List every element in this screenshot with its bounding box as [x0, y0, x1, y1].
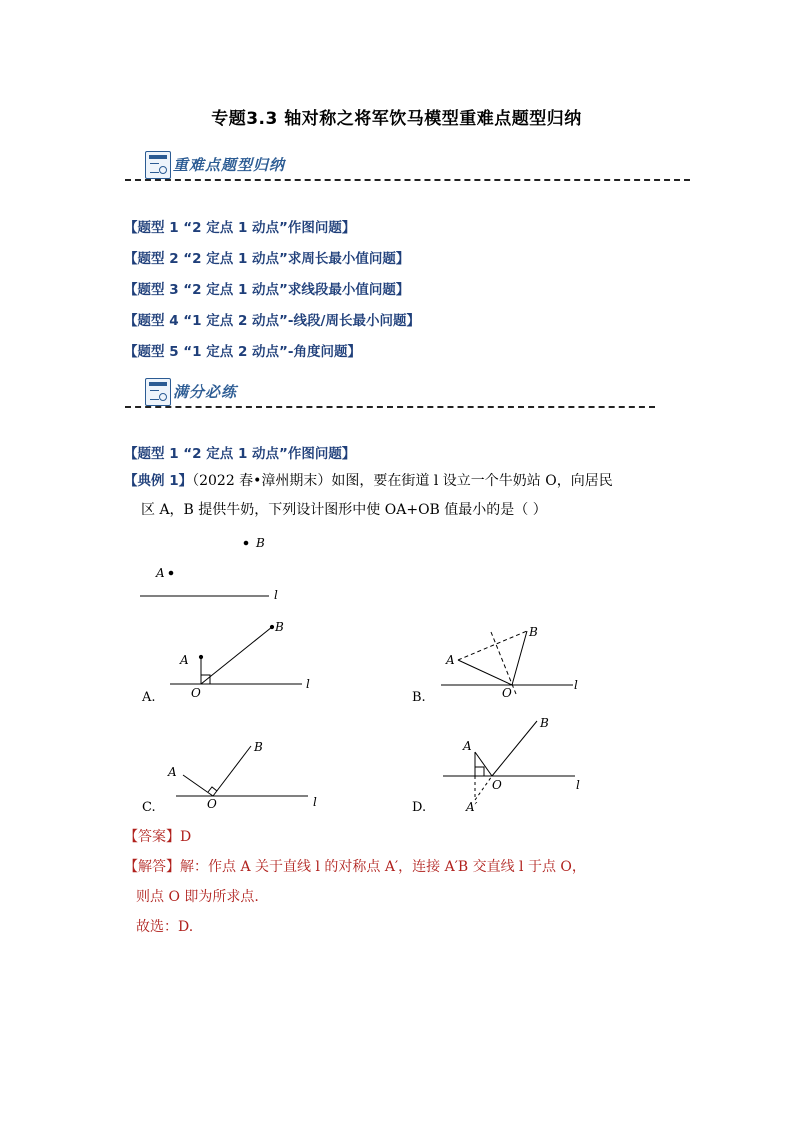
point-a-dot — [169, 571, 173, 575]
page-title: 专题3.3 轴对称之将军饮马模型重难点题型归纳 — [211, 109, 582, 129]
section-title: 满分必练 — [173, 383, 238, 401]
main-label-l: l — [274, 588, 278, 602]
svg-text:l: l — [574, 678, 578, 692]
solution-line-3: 故选：D. — [136, 919, 194, 935]
section-title: 重难点题型归纳 — [173, 156, 286, 174]
option-c-figure — [176, 746, 308, 796]
toc-item-1[interactable]: 【题型 1 “2 定点 1 动点”作图问题】 — [124, 220, 356, 236]
svg-text:B: B — [529, 625, 538, 639]
answer-value: D — [180, 829, 192, 845]
option-a-label: A. — [142, 690, 156, 705]
svg-text:l: l — [306, 677, 310, 691]
svg-text:O: O — [492, 778, 502, 792]
svg-text:A: A — [180, 653, 189, 667]
point-b-dot — [244, 541, 248, 545]
svg-text:O: O — [191, 686, 201, 700]
solution-line-2: 则点 O 即为所求点. — [136, 889, 259, 905]
answer-line — [124, 827, 191, 847]
svg-text:B: B — [254, 740, 263, 754]
toc-item-2[interactable]: 【题型 2 “2 定点 1 动点”求周长最小值问题】 — [124, 251, 410, 267]
option-d-figure — [443, 721, 575, 800]
toc-item-3[interactable]: 【题型 3 “2 定点 1 动点”求线段最小值问题】 — [124, 282, 410, 298]
answer-tag: 【答案】 — [124, 829, 180, 845]
svg-text:B: B — [275, 620, 284, 634]
svg-text:A: A — [168, 765, 177, 779]
toc-item-4[interactable]: 【题型 4 “1 定点 2 动点”-线段/周长最小问题】 — [124, 313, 420, 329]
option-b-label: B. — [412, 690, 426, 705]
solution-block — [124, 857, 684, 937]
main-label-b: B — [256, 536, 265, 550]
main-label-a: A — [156, 566, 165, 580]
question-line-1: （2022 春•漳州期末）如图，要在街道 l 设立一个牛奶站 O，向居民 — [192, 473, 613, 489]
svg-text:B: B — [540, 716, 549, 730]
svg-text:A: A — [446, 653, 455, 667]
option-c-label: C. — [142, 800, 156, 815]
question-type-label: 【题型 1 “2 定点 1 动点”作图问题】 — [124, 446, 356, 462]
svg-text:A: A — [463, 739, 472, 753]
question-line-2: 区 A，B 提供牛奶，下列设计图形中使 OA+OB 值最小的是（ ） — [141, 502, 547, 518]
option-b-figure — [441, 631, 573, 694]
toc-item-5[interactable]: 【题型 5 “1 定点 2 动点”-角度问题】 — [124, 344, 362, 360]
solution-line-1: 解：作点 A 关于直线 l 的对称点 A′，连接 A′B 交直线 l 于点 O， — [180, 859, 586, 875]
label-a-prime: A′ — [466, 800, 478, 814]
option-a-figure — [170, 625, 302, 684]
svg-text:O: O — [207, 797, 217, 811]
solution-tag: 【解答】 — [124, 859, 180, 875]
option-d-label: D. — [412, 800, 427, 815]
example-tag: 【典例 1】 — [124, 473, 193, 489]
svg-text:O: O — [502, 686, 512, 700]
svg-text:l: l — [313, 795, 317, 809]
svg-text:l: l — [576, 778, 580, 792]
